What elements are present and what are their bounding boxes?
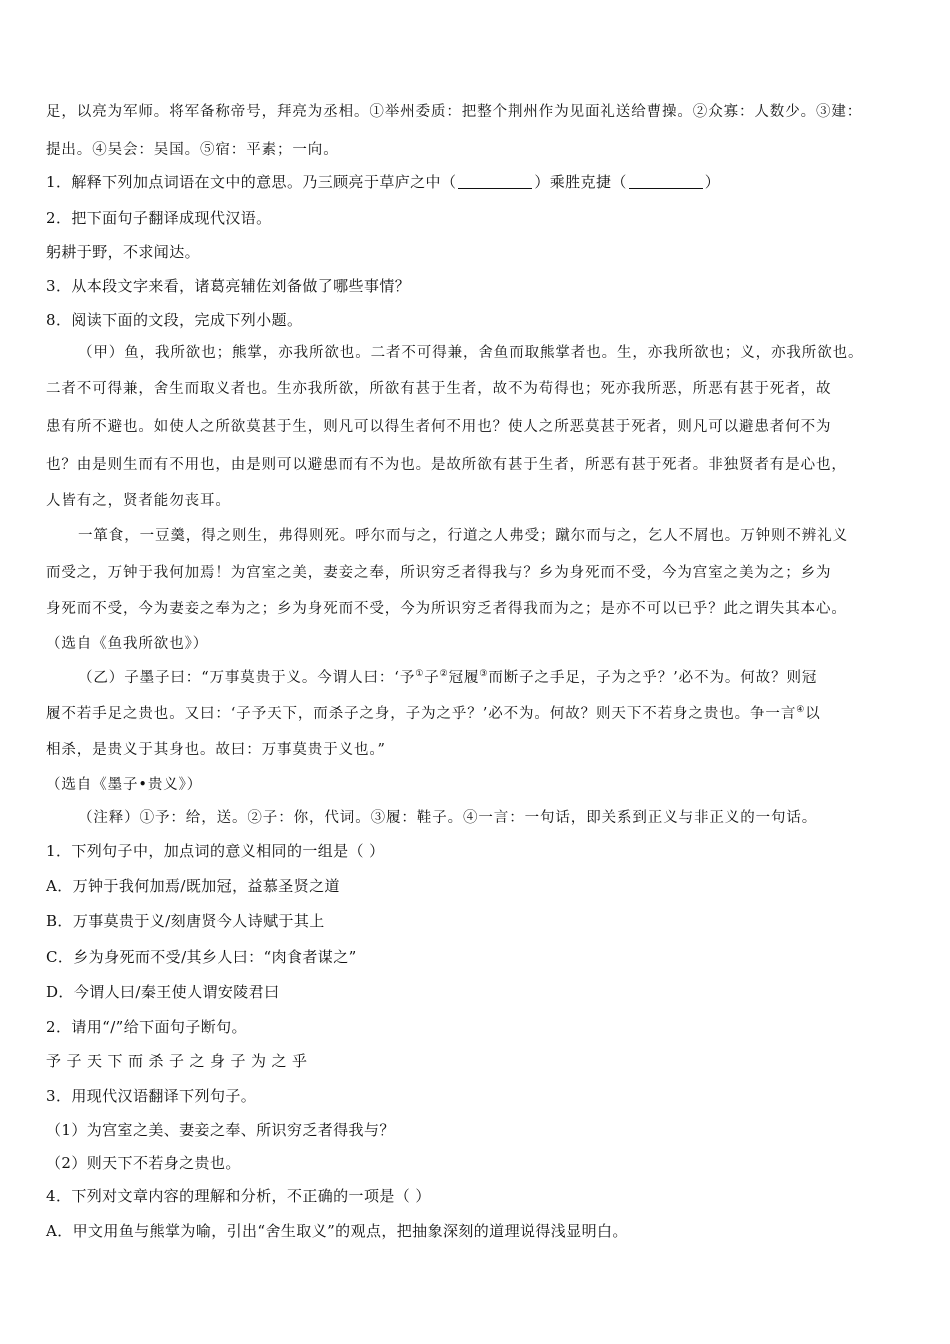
annotation: （注释）①予：给，送。②子：你，代词。③履：鞋子。④一言：一句话，即关系到正义与非正义的一句话。 (78, 810, 818, 826)
passage-jia-line: 身死而不受，今为妻妾之奉为之；乡为身死而不受，今为所识穷乏者得我而为之；是亦不可以已乎？此之谓失其本心。 (46, 601, 847, 617)
q8-q1-option-c: C．乡为身死而不受/其乡人曰：“肉食者谋之” (46, 948, 357, 966)
answer-blank[interactable] (458, 174, 532, 189)
passage-jia-line: 二者不可得兼，舍生而取义者也。生亦我所欲，所欲有甚于生者，故不为苟得也；死亦我所恶，所恶有甚于死者，故 (46, 381, 832, 397)
footnote-marker: ① (415, 669, 425, 679)
passage-jia-source: （选自《鱼我所欲也》） (46, 636, 209, 652)
q8-q1-option-d: D．今谓人曰/秦王使人谓安陵君曰 (46, 983, 280, 1001)
passage-jia-line: 而受之，万钟于我何加焉！为宫室之美，妻妾之奉，所识穷乏者得我与？乡为身死而不受，今为宫室之美为之；乡为 (46, 565, 832, 581)
notes-line-1: 足，以亮为军师。将军备称帝号，拜亮为丞相。①举州委质：把整个荆州作为见面礼送给曹操。②众寡：人数少。③建： (46, 104, 863, 120)
passage-jia-line: 一箪食，一豆羹，得之则生，弗得则死。呼尔而与之，行道之人弗受；蹴尔而与之，乞人不屑也。万钟则不辨礼义 (78, 528, 848, 544)
q7-subquestion-3: 3．从本段文字来看，诸葛亮辅佐刘备做了哪些事情？ (46, 277, 411, 295)
passage-jia-line: 也？由是则生而有不用也，由是则可以避患而有不为也。是故所欲有甚于生者，所恶有甚于死者。非独贤者有是心也， (46, 457, 847, 473)
q8-q3-item-2: （2）则天下不若身之贵也。 (46, 1154, 241, 1172)
passage-jia-line: 人皆有之，贤者能勿丧耳。 (46, 493, 231, 509)
passage-yi-line: 履不若手足之贵也。又曰：‘子予天下，而杀子之身，子为之乎？’必不为。何故？则天下不若身之贵也。争一言④以 (46, 705, 821, 722)
q8-subquestion-4: 4．下列对文章内容的理解和分析，不正确的一项是（ ） (46, 1187, 431, 1205)
footnote-marker: ③ (479, 669, 489, 679)
q8-q1-option-a: A．万钟于我何加焉/既加冠，益慕圣贤之道 (46, 877, 340, 895)
answer-blank[interactable] (629, 174, 703, 189)
passage-yi-source: （选自《墨子•贵义》） (46, 777, 203, 793)
q8-subquestion-1: 1．下列句子中，加点词的意义相同的一组是（ ） (46, 842, 385, 860)
passage-yi-line: （乙）子墨子曰：“万事莫贵于义。今谓人曰：‘予①子②冠履③而断子之手足，子为之乎？’必不为。何故？则冠 (78, 669, 818, 686)
passage-jia-line: （甲）鱼，我所欲也；熊掌，亦我所欲也。二者不可得兼，舍鱼而取熊掌者也。生，亦我所欲也；义，亦我所欲也。 (78, 345, 864, 361)
q7-subquestion-2: 2．把下面句子翻译成现代汉语。 (46, 209, 272, 227)
q8-punctuate-sentence: 予子天下而杀子之身子为之乎 (46, 1052, 313, 1070)
q7-subquestion-1 (46, 171, 720, 193)
q8-q1-option-b: B．万事莫贵于义/刻唐贤今人诗赋于其上 (46, 912, 325, 930)
footnote-marker: ② (439, 669, 449, 679)
q8-subquestion-3: 3．用现代汉语翻译下列句子。 (46, 1087, 257, 1105)
q7-translate-sentence: 躬耕于野，不求闻达。 (46, 243, 201, 261)
q8-q4-option-a: A．甲文用鱼与熊掌为喻，引出“舍生取义”的观点，把抽象深刻的道理说得浅显明白。 (46, 1222, 628, 1240)
notes-line-2: 提出。④吴会：吴国。⑤宿：平素；一向。 (46, 142, 339, 158)
passage-yi-line: 相杀，是贵义于其身也。故曰：万事莫贵于义也。” (46, 742, 386, 758)
q7-q1-suffix: ） (704, 173, 721, 191)
passage-jia-line: 患有所不避也。如使人之所欲莫甚于生，则凡可以得生者何不用也？使人之所恶莫甚于死者，则凡可以避患者何不为 (46, 419, 832, 435)
q8-subquestion-2: 2．请用“/”给下面句子断句。 (46, 1018, 247, 1036)
q8-intro: 8．阅读下面的文段，完成下列小题。 (46, 311, 303, 329)
footnote-marker: ④ (796, 705, 806, 715)
q7-q1-prefix: 1．解释下列加点词语在文中的意思。乃三顾亮于草庐之中（ (46, 173, 457, 191)
q7-q1-mid: ）乘胜克捷（ (534, 173, 627, 191)
q8-q3-item-1: （1）为宫室之美、妻妾之奉、所识穷乏者得我与？ (46, 1121, 395, 1139)
